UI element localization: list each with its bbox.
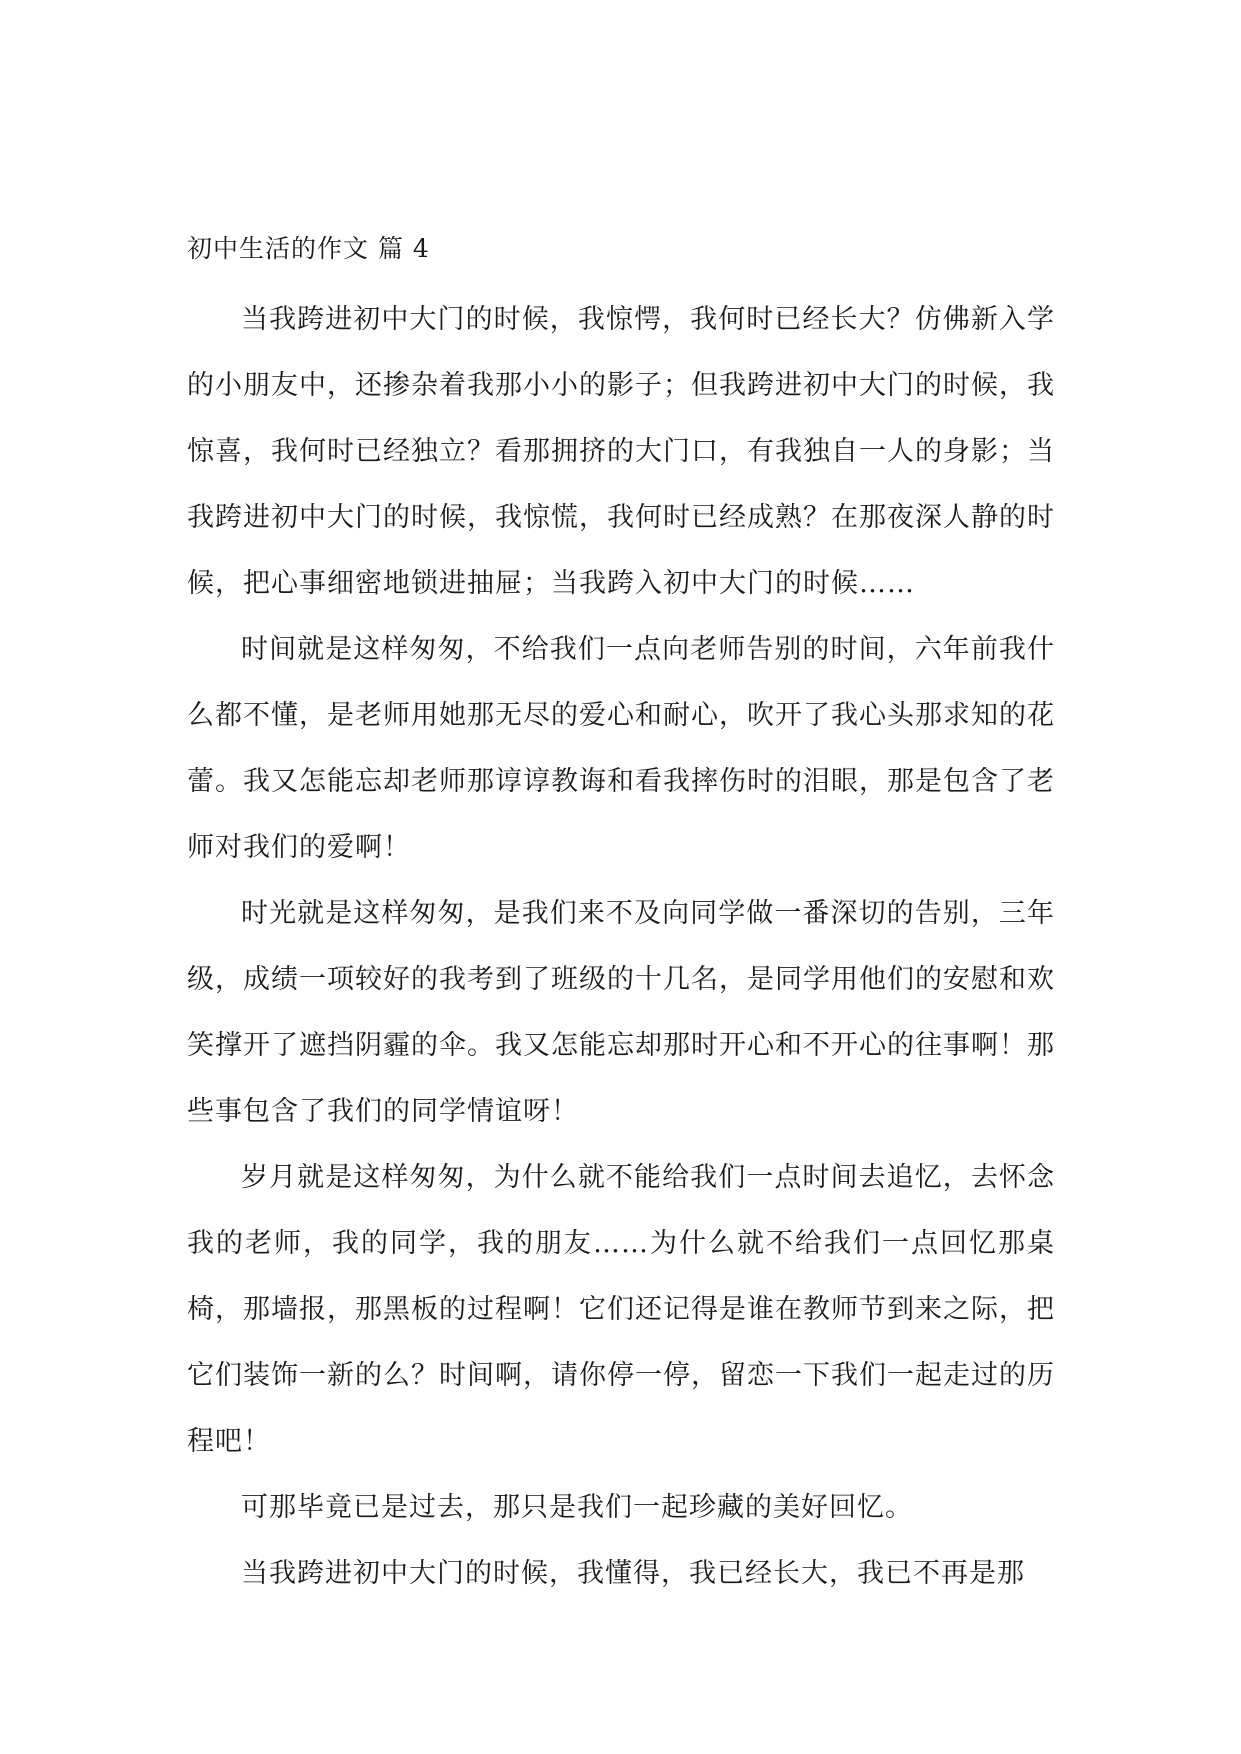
paragraph-5: 可那毕竟已是过去，那只是我们一起珍藏的美好回忆。 (241, 1492, 913, 1523)
document-page (187, 225, 1055, 1607)
paragraph-3: 时光就是这样匆匆，是我们来不及向同学做一番深切的告别，三年级，成绩一项较好的我考到了班级的十几名，是同学用他们的安慰和欢笑撑开了遮挡阴霾的伞。我又怎能忘却那时开心和不开心的往事啊！那些事包含了我们的同学情谊呀！ (187, 898, 1055, 1127)
paragraph-4: 岁月就是这样匆匆，为什么就不能给我们一点时间去追忆，去怀念我的老师，我的同学，我的朋友……为什么就不给我们一点回忆那桌椅，那墙报，那黑板的过程啊！它们还记得是谁在教师节到来之际，把它们装饰一新的么？时间啊，请你停一停，留恋一下我们一起走过的历程吧！ (187, 1162, 1055, 1457)
paragraph-2: 时间就是这样匆匆，不给我们一点向老师告别的时间，六年前我什么都不懂，是老师用她那无尽的爱心和耐心，吹开了我心头那求知的花蕾。我又怎能忘却老师那谆谆教诲和看我摔伤时的泪眼，那是包含了老师对我们的爱啊！ (187, 634, 1055, 863)
document-title: 初中生活的作文 篇 4 (187, 234, 430, 263)
paragraph-6: 当我跨进初中大门的时候，我懂得，我已经长大，我已不再是那 (241, 1558, 1025, 1589)
paragraph-1: 当我跨进初中大门的时候，我惊愕，我何时已经长大？仿佛新入学的小朋友中，还掺杂着我那小小的影子；但我跨进初中大门的时候，我惊喜，我何时已经独立？看那拥挤的大门口，有我独自一人的身影；当我跨进初中大门的时候，我惊慌，我何时已经成熟？在那夜深人静的时候，把心事细密地锁进抽屉；当我跨入初中大门的时候…… (187, 304, 1055, 599)
